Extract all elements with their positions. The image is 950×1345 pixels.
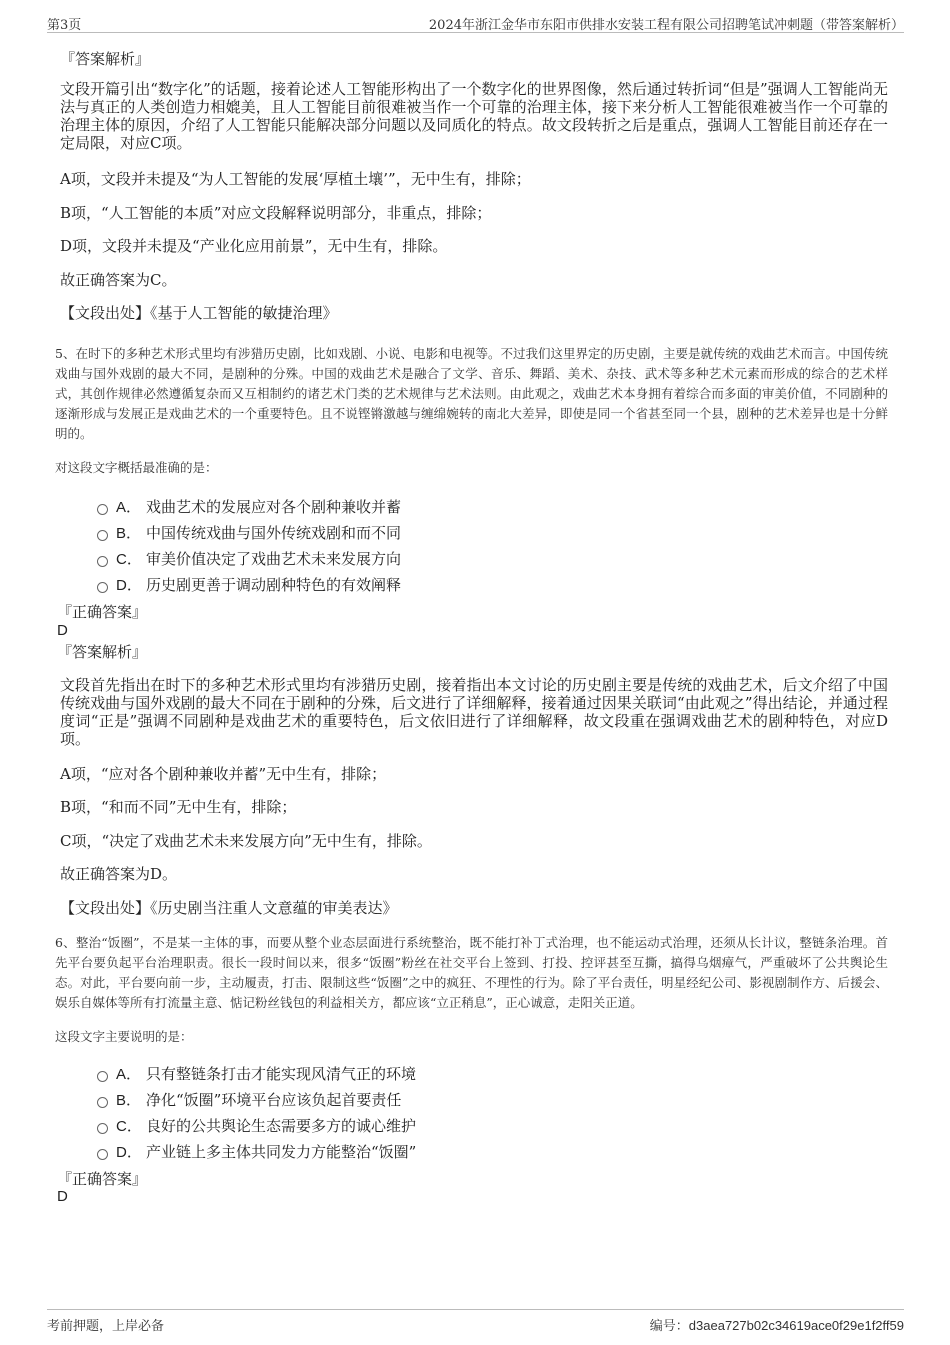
q5-option-b-explain: B项，“和而不同”无中生有，排除； bbox=[60, 798, 297, 816]
q6-option-b[interactable]: B． 净化“饭圈”环境平台应该负起首要责任 bbox=[97, 1089, 401, 1109]
q5-option-b[interactable]: B． 中国传统戏曲与国外传统戏剧和而不同 bbox=[97, 522, 401, 542]
q5-option-c[interactable]: C． 审美价值决定了戏曲艺术未来发展方向 bbox=[97, 548, 401, 568]
page-footer bbox=[47, 1309, 904, 1334]
radio-button[interactable] bbox=[97, 1097, 108, 1108]
q5-source: 【文段出处】《历史剧当注重人文意蕴的审美表达》 bbox=[60, 899, 398, 917]
radio-button[interactable] bbox=[97, 1071, 108, 1082]
q6-answer: D bbox=[57, 1188, 68, 1205]
radio-button[interactable] bbox=[97, 582, 108, 593]
page-header bbox=[47, 12, 904, 33]
q5-conclusion: 故正确答案为D。 bbox=[60, 865, 178, 883]
q5-answer-label: 『正确答案』 bbox=[57, 603, 148, 621]
radio-button[interactable] bbox=[97, 1149, 108, 1160]
q6-option-a[interactable]: A． 只有整链条打击才能实现风清气正的环境 bbox=[97, 1063, 416, 1083]
page-number: 第3页 bbox=[47, 18, 82, 33]
q6-stem: 6、整治“饭圈”，不是某一主体的事，而要从整个业态层面进行系统整治，既不能打补丁式治理，也不能运动式治理，还须从长计议，整链条治理。首先平台要负起平台治理职责。很长一段时间以来，很多“饭圈”粉丝在社交平台上签到、打投、控评甚至互撕，搞得乌烟瘴气，严重破坏了公共舆论生态。对此，平台要向前一步，主动履责，打击、限制这些“饭圈”之中的疯狂、不理性的行为。除了平台责任，明星经纪公司、影视剧制作方、后援会、娱乐自媒体等所有打流量主意、惦记粉丝钱包的利益相关方，都应该“立正稍息”，正心诚意，走阳关正道。 bbox=[55, 935, 888, 1010]
radio-button[interactable] bbox=[97, 1123, 108, 1134]
document-title: 2024年浙江金华市东阳市供排水安装工程有限公司招聘笔试冲刺题（带答案解析） bbox=[428, 18, 904, 33]
q4-option-d-explain: D项，文段并未提及“产业化应用前景”，无中生有，排除。 bbox=[60, 237, 448, 255]
q6-question: 这段文字主要说明的是： bbox=[55, 1029, 193, 1044]
document-code: 编号：d3aea727b02c34619ace0f29e1f2ff59 bbox=[649, 1318, 904, 1333]
q5-option-d[interactable]: D． 历史剧更善于调动剧种特色的有效阐释 bbox=[97, 574, 401, 594]
footer-slogan: 考前押题，上岸必备 bbox=[47, 1319, 165, 1334]
q5-option-c-explain: C项，“决定了戏曲艺术未来发展方向”无中生有，排除。 bbox=[60, 832, 432, 850]
q6-option-c[interactable]: C． 良好的公共舆论生态需要多方的诚心维护 bbox=[97, 1115, 416, 1135]
radio-button[interactable] bbox=[97, 504, 108, 515]
q4-analysis: 文段开篇引出“数字化”的话题，接着论述人工智能形构出了一个数字化的世界图像，然后通过转折词“但是”强调人工智能尚无法与真正的人类创造力相媲美，且人工智能目前很难被当作一个可靠的治理主体，接下来分析人工智能很难被当作一个可靠的治理主体的原因，介绍了人工智能只能解决部分问题以及同质化的特点。故文段转折之后是重点，强调人工智能目前还存在一定局限，对应C项。 bbox=[60, 80, 888, 152]
q5-option-a[interactable]: A． 戏曲艺术的发展应对各个剧种兼收并蓄 bbox=[97, 496, 401, 516]
q4-option-a-explain: A项，文段并未提及“为人工智能的发展‘厚植土壤’”，无中生有，排除； bbox=[60, 170, 531, 188]
q4-option-b-explain: B项，“人工智能的本质”对应文段解释说明部分，非重点，排除； bbox=[60, 204, 492, 222]
q6-answer-label: 『正确答案』 bbox=[57, 1170, 148, 1188]
q5-stem: 5、在时下的多种艺术形式里均有涉猎历史剧，比如戏剧、小说、电影和电视等。不过我们这里界定的历史剧，主要是就传统的戏曲艺术而言。中国传统戏曲与国外戏剧的最大不同，是剧种的分殊。中国的戏曲艺术是融合了文学、音乐、舞蹈、美术、杂技、武术等多种艺术元素而形成的综合的艺术样式，其创作规律必然遵循复杂而又互相制约的诸艺术门类的艺术规律与艺术法则。由此观之，戏曲艺术本身拥有着综合而多面的审美价值，不同剧种的逐渐形成与发展正是戏曲艺术的一个重要特色。且不说铿锵激越与缠绵婉转的南北大差异，即使是同一个省甚至同一个县，剧种的艺术差异也是十分鲜明的。 bbox=[55, 346, 888, 441]
q4-source: 【文段出处】《基于人工智能的敏捷治理》 bbox=[60, 304, 338, 322]
q5-analysis-label: 『答案解析』 bbox=[57, 643, 148, 661]
radio-button[interactable] bbox=[97, 530, 108, 541]
q4-analysis-label: 『答案解析』 bbox=[60, 50, 151, 68]
radio-button[interactable] bbox=[97, 556, 108, 567]
q5-analysis: 文段首先指出在时下的多种艺术形式里均有涉猎历史剧，接着指出本文讨论的历史剧主要是传统的戏曲艺术，后文介绍了中国传统戏曲与国外戏剧的最大不同在于剧种的分殊，后文进行了详细解释，接着通过因果关联词“由此观之”得出结论，并通过程度词“正是”强调不同剧种是戏曲艺术的重要特色，后文依旧进行了详细解释，故文段重在强调戏曲艺术的剧种特色，对应D项。 bbox=[60, 676, 888, 748]
q6-option-d[interactable]: D． 产业链上多主体共同发力方能整治“饭圈” bbox=[97, 1141, 416, 1161]
q5-answer: D bbox=[57, 622, 68, 639]
q5-option-a-explain: A项，“应对各个剧种兼收并蓄”无中生有，排除； bbox=[60, 765, 387, 783]
q4-conclusion: 故正确答案为C。 bbox=[60, 271, 177, 289]
q5-question: 对这段文字概括最准确的是： bbox=[55, 460, 218, 475]
